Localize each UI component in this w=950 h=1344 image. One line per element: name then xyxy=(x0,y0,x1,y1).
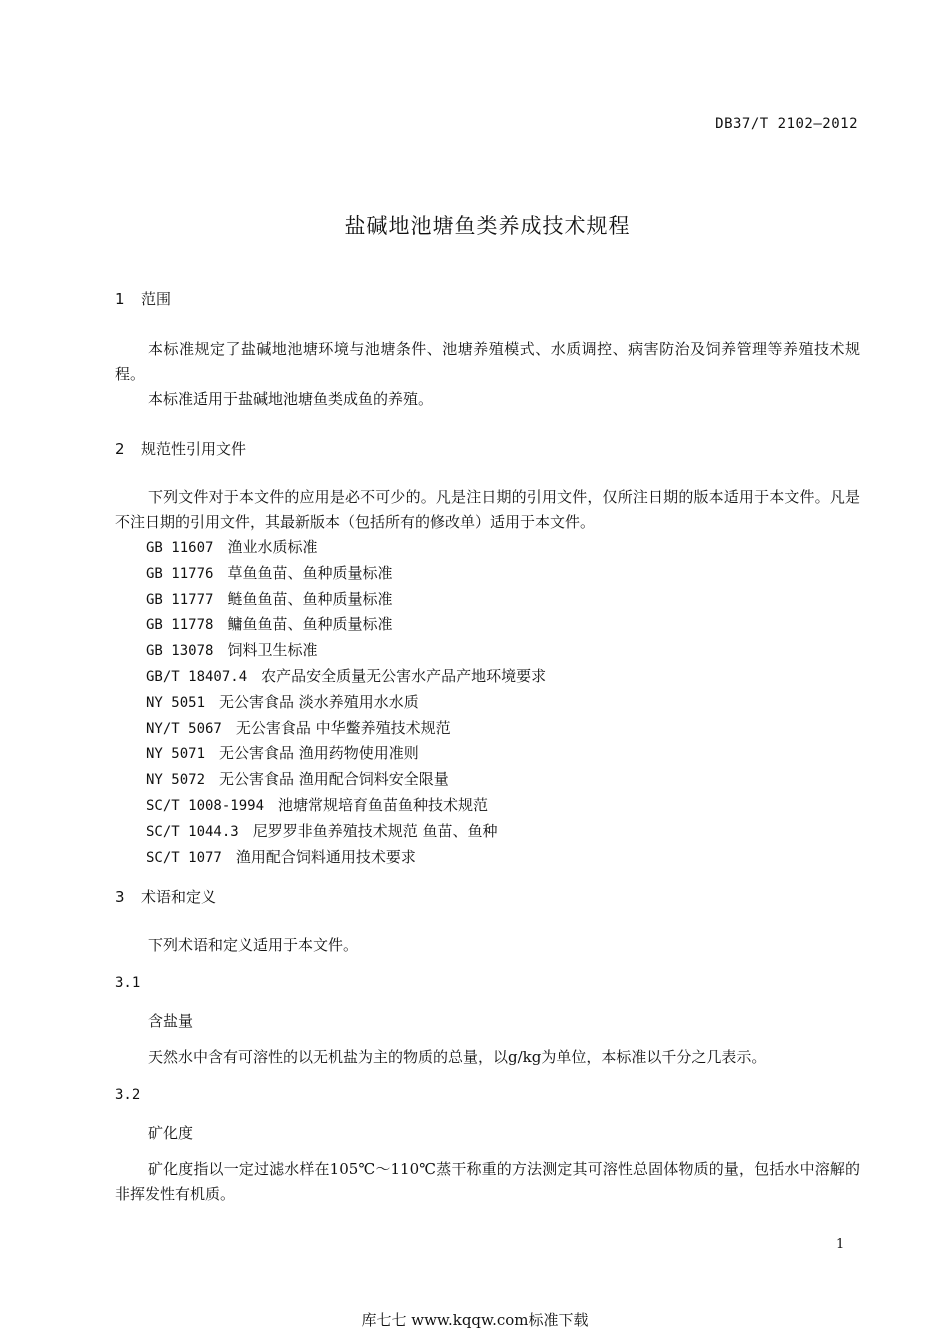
reference-item xyxy=(146,638,546,664)
reference-item xyxy=(146,819,546,845)
reference-code: GB 11777 xyxy=(146,591,214,608)
reference-name: 渔业水质标准 xyxy=(227,538,318,556)
reference-item xyxy=(146,716,546,742)
section-3-paragraph-1: 下列术语和定义适用于本文件。 xyxy=(148,936,359,954)
reference-code: GB 11776 xyxy=(146,565,214,582)
reference-code: NY 5071 xyxy=(146,746,206,763)
section-1-paragraph-1: 本标准规定了盐碱地池塘环境与池塘条件、池塘养殖模式、水质调控、病害防治及饲养管理等养殖技术规程。 xyxy=(115,340,860,383)
reference-code: NY/T 5067 xyxy=(146,720,222,737)
reference-item xyxy=(146,664,546,690)
footer-watermark: 库七七 www.kqqw.com标准下载 xyxy=(361,1311,589,1329)
term-3-1-name: 含盐量 xyxy=(148,1012,194,1030)
reference-name: 饲料卫生标准 xyxy=(227,641,318,660)
reference-item xyxy=(146,535,546,561)
document-code: DB37/T 2102—2012 xyxy=(715,116,858,132)
reference-item xyxy=(146,741,546,767)
reference-code: SC/T 1077 xyxy=(146,849,222,866)
reference-name: 无公害食品 渔用配合饲料安全限量 xyxy=(219,770,449,789)
term-3-1-number: 3.1 xyxy=(115,975,141,991)
section-1-number: 1 xyxy=(115,290,125,308)
section-2-title: 规范性引用文件 xyxy=(141,440,247,458)
reference-item xyxy=(146,690,546,716)
reference-code: GB 11607 xyxy=(146,540,214,556)
section-1-title: 范围 xyxy=(141,290,172,308)
section-3-number: 3 xyxy=(115,888,125,906)
section-1-heading xyxy=(115,288,171,309)
reference-item xyxy=(146,767,546,793)
section-1-paragraph-2: 本标准适用于盐碱地池塘鱼类成鱼的养殖。 xyxy=(148,390,434,408)
reference-name: 渔用配合饲料通用技术要求 xyxy=(235,847,416,866)
term-3-2-number: 3.2 xyxy=(115,1087,141,1103)
page-number: 1 xyxy=(836,1237,845,1252)
reference-name: 鲢鱼鱼苗、鱼种质量标准 xyxy=(227,589,393,608)
term-3-2-definition: 矿化度指以一定过滤水样在105℃～110℃蒸干称重的方法测定其可溶性总固体物质的量，包括水中溶解的非挥发性有机质。 xyxy=(115,1160,860,1203)
section-2-paragraph-1: 下列文件对于本文件的应用是必不可少的。凡是注日期的引用文件，仅所注日期的版本适用于本文件。凡是不注日期的引用文件，其最新版本（包括所有的修改单）适用于本文件。 xyxy=(115,488,860,531)
section-2-heading xyxy=(115,438,246,459)
reference-item xyxy=(146,845,546,871)
reference-item xyxy=(146,612,546,638)
reference-item xyxy=(146,561,546,587)
reference-code: NY 5072 xyxy=(146,772,206,789)
reference-code: SC/T 1044.3 xyxy=(146,823,239,840)
term-3-1-definition: 天然水中含有可溶性的以无机盐为主的物质的总量，以g/kg为单位，本标准以千分之几表示。 xyxy=(148,1048,767,1066)
reference-code: GB 11778 xyxy=(146,617,214,634)
document-title: 盐碱地池塘鱼类养成技术规程 xyxy=(344,214,631,238)
term-3-2-name: 矿化度 xyxy=(148,1124,194,1142)
reference-name: 无公害食品 中华鳖养殖技术规范 xyxy=(235,718,451,737)
reference-name: 无公害食品 渔用药物使用准则 xyxy=(219,744,419,763)
reference-code: GB/T 18407.4 xyxy=(146,668,248,685)
reference-name: 尼罗罗非鱼养殖技术规范 鱼苗、鱼种 xyxy=(252,821,498,840)
reference-code: SC/T 1008-1994 xyxy=(146,797,265,814)
reference-name: 草鱼鱼苗、鱼种质量标准 xyxy=(227,563,393,582)
reference-name: 池塘常规培育鱼苗鱼种技术规范 xyxy=(278,795,489,814)
section-3-heading xyxy=(115,886,216,907)
reference-code: GB 13078 xyxy=(146,643,214,660)
reference-name: 鳙鱼鱼苗、鱼种质量标准 xyxy=(227,615,393,634)
reference-code: NY 5051 xyxy=(146,694,206,711)
reference-name: 无公害食品 淡水养殖用水水质 xyxy=(219,692,419,711)
section-3-title: 术语和定义 xyxy=(141,888,217,906)
reference-item xyxy=(146,587,546,613)
section-2-number: 2 xyxy=(115,440,125,458)
reference-item xyxy=(146,793,546,819)
normative-references-list xyxy=(146,535,546,870)
reference-name: 农产品安全质量无公害水产品产地环境要求 xyxy=(261,666,547,685)
